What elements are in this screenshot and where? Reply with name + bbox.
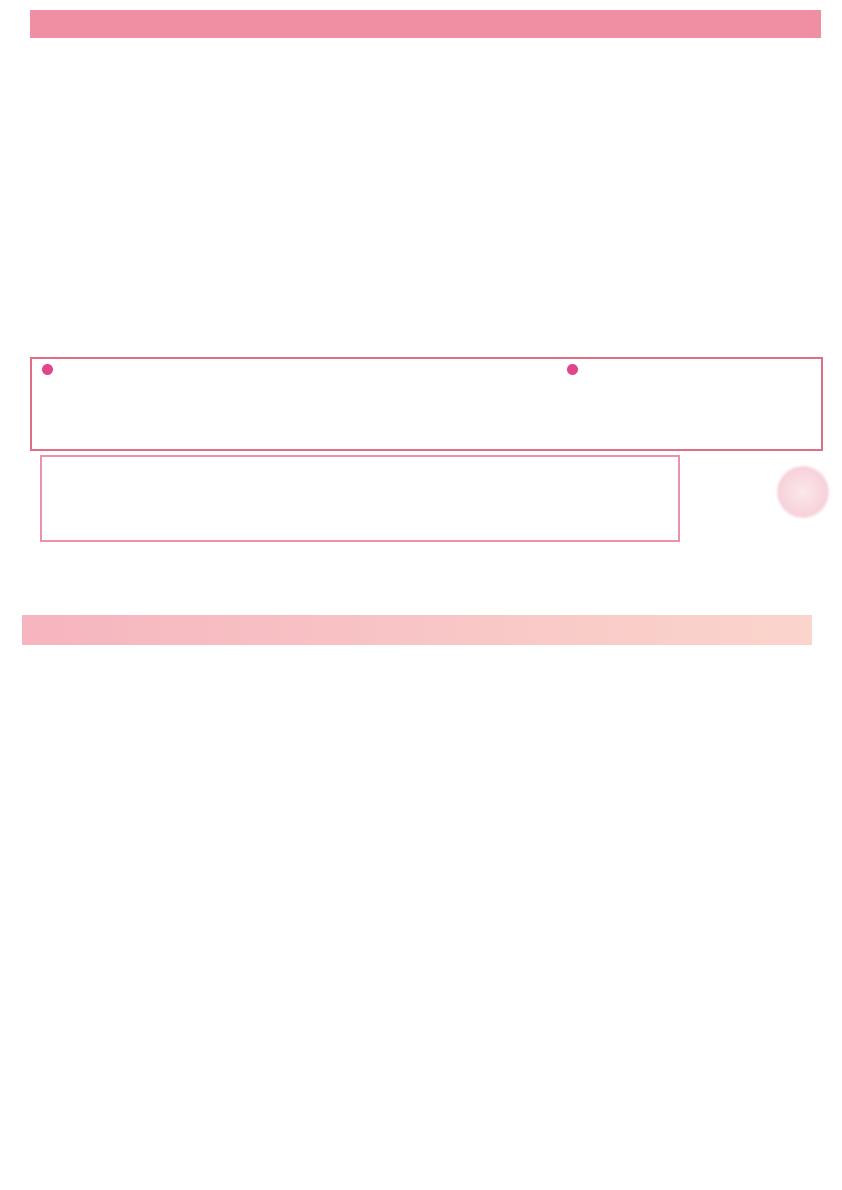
plan-intro bbox=[567, 363, 822, 378]
aqua-salon-logo bbox=[775, 464, 831, 538]
bullet-icon bbox=[42, 364, 53, 375]
usage-info-box bbox=[30, 357, 823, 451]
lava-bath-box bbox=[40, 455, 680, 542]
shop-info bbox=[40, 555, 56, 571]
bullet-icon bbox=[567, 364, 578, 375]
monthly-plan bbox=[567, 363, 822, 406]
class-section-header bbox=[22, 615, 812, 645]
schedule-grid bbox=[0, 40, 842, 340]
usage-info-heading bbox=[42, 363, 57, 377]
weekday-plan-price bbox=[597, 378, 822, 392]
instagram-qr-code[interactable] bbox=[697, 465, 755, 523]
logo-circle bbox=[775, 464, 831, 520]
schedule-title-bar bbox=[30, 10, 821, 38]
allday-plan-price bbox=[597, 392, 822, 406]
